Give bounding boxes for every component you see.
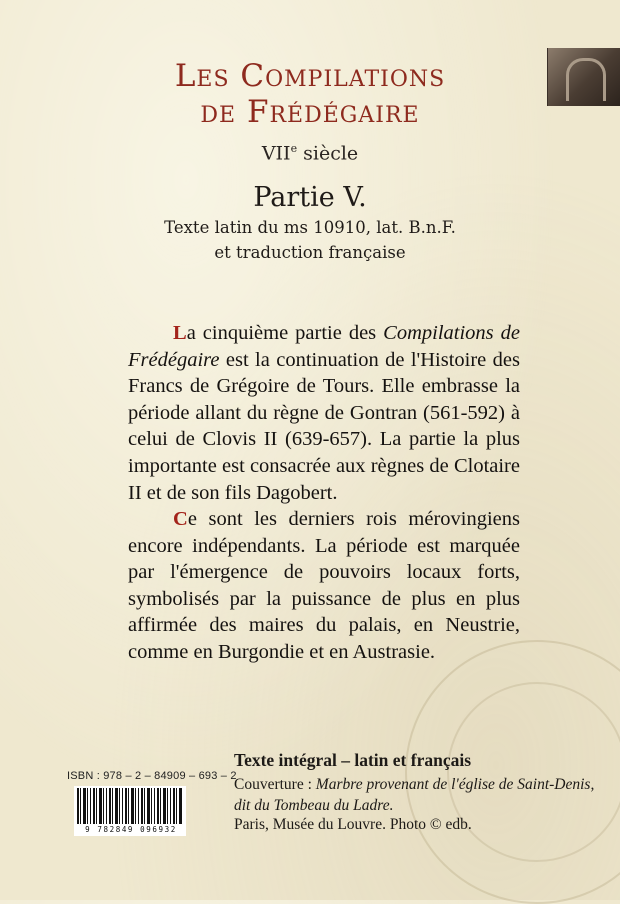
subtitle-line-2: et traduction française [214,243,406,262]
title-line-1: Les Compilations [174,58,446,94]
p1-italic-title: Compilations de Frédégaire [128,322,520,371]
credit-label: Couverture : [234,776,316,793]
cover-credit-line-1 [234,776,594,794]
bottom-title: Texte intégral – latin et français [234,750,472,770]
century-numeral: VII [261,142,291,165]
credit-italic-1: Marbre provenant de l'église de Saint-Denis, [315,776,595,793]
background-ornament [405,640,620,904]
barcode-bars [77,788,183,824]
cover-credit-line-3: Paris, Musée du Louvre. Photo © edb. [234,816,472,833]
isbn-text: ISBN : 978 – 2 – 84909 – 693 – 2 [67,770,237,782]
century-word: siècle [303,142,359,165]
century-sup: e [290,142,298,155]
barcode-number: 9 782849 096932 [85,825,177,834]
p2-text: e sont les derniers rois mérovingiens encore indépendants. La période est marquée par l'émergence de pouvoirs locaux forts, symbolisés par la puissance de plus en plus affirmée des maires du palais, en Neustrie, comme en Burgondie et en Austrasie. [128,508,520,663]
paragraph-1 [128,320,520,506]
p1-text-a: a cinquième partie des [186,322,384,344]
cover-credit-line-2: dit du Tombeau du Ladre. [234,797,394,814]
drop-cap-1: L [173,322,187,344]
part-heading: Partie V. [253,182,367,213]
title-line-2: de Frédégaire [200,94,420,130]
century-label [0,142,620,164]
p1-text-b: est la continuation de l'Histoire des Francs de Grégoire de Tours. Elle embrasse la période allant du règne de Gontran (561-592) à celui de Clovis II (639-657). La partie la plus importante est consacrée aux règnes de Clotaire II et de son fils Dagobert. [128,348,520,504]
paragraph-2 [128,506,520,666]
barcode [74,786,186,836]
subtitle-line-1: Texte latin du ms 10910, lat. B.n.F. [164,218,456,237]
drop-cap-2: C [173,508,188,530]
